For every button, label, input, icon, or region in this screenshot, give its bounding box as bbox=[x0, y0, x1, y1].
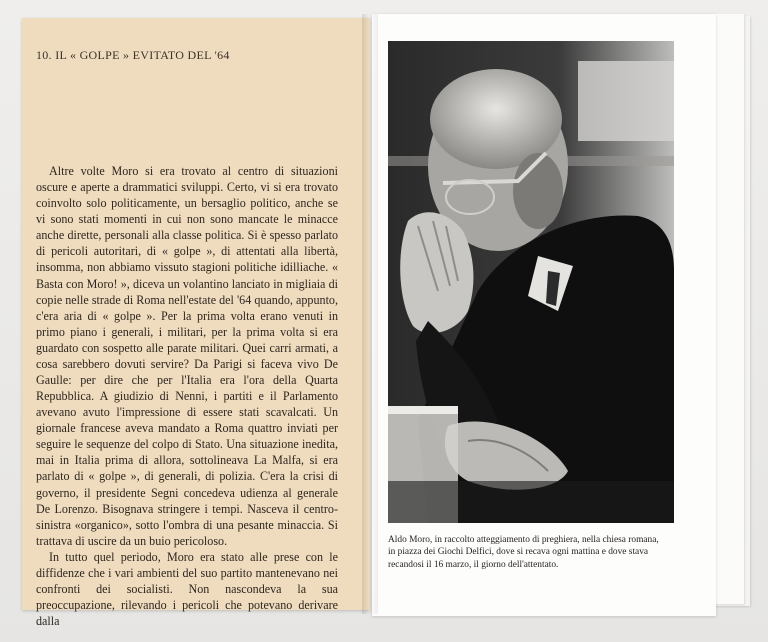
caption-line: Aldo Moro, in raccolto atteggiamento di preghiera, nella chiesa romana, bbox=[388, 535, 659, 545]
caption-line: in piazza dei Giochi Delfici, dove si recava ogni mattina e dove stava bbox=[388, 547, 649, 558]
photograph bbox=[388, 41, 674, 523]
praying-man-photo bbox=[388, 41, 674, 523]
paragraph-1: Altre volte Moro si era trovato al centro di situazioni oscure e aperte a drammatici sviluppi. Certo, vi si era trovato coinvolto solo politicamente, un bersaglio politico, anche se vi sono stati momenti in cui non sono mancate le minacce anche dirette, personali alla classe politica. Si è spesso parlato di pericoli autoritari, di « golpe », di attentati alla libertà, insomma, non abbiamo vissuto stagioni politiche idilliache. « Basta con Moro! », diceva un volantino lanciato in migliaia di copie nelle strade di Roma nell'estate del '64 quando, appunto, c'era aria di « golpe ». Per la prima volta erano venuti in primo piano i generali, i militari, per la prima volta si era guardato con sospetto alle parate militari. Quei carri armati, a cosa sarebbero dovuti servire? Da Parigi si faceva vivo De Gaulle: per dire che per l'Italia era l'ora della Quarta Repubblica. A giudizio di Nenni, i partiti e il Parlamento avevano avuto l'impressione di essere stati scavalcati. Un giornale francese aveva mandato a Roma quattro inviati per seguire le sequenze del colpo di Stato. Una situazione inedita, mai in Italia prima di allora, sottolineava La Malfa, si era parlato di « golpe », di generali, di polizia. C'era la crisi di governo, il presidente Segni concedeva udienza al generale De Lorenzo. Bisognava stringere i tempi. Nasceva il centro-sinistra «organico», sotto l'ombra di una pesante minaccia. Si trattava di uscire da un buio pericoloso. bbox=[36, 164, 338, 548]
photo-caption bbox=[388, 534, 678, 571]
book-gutter bbox=[362, 14, 378, 614]
body-text bbox=[36, 163, 338, 629]
paragraph-2: In tutto quel periodo, Moro era stato alle prese con le diffidenze che i vari ambienti del suo partito mantenevano nei confronti dei socialisti. Non nascondeva la sua preoccupazione, rilevando i pericoli che potevano derivare dalla bbox=[36, 549, 338, 629]
caption-line: recandosi il 16 marzo, il giorno dell'attentato. bbox=[388, 559, 559, 570]
running-head: 10. IL « GOLPE » EVITATO DEL '64 bbox=[36, 48, 230, 62]
